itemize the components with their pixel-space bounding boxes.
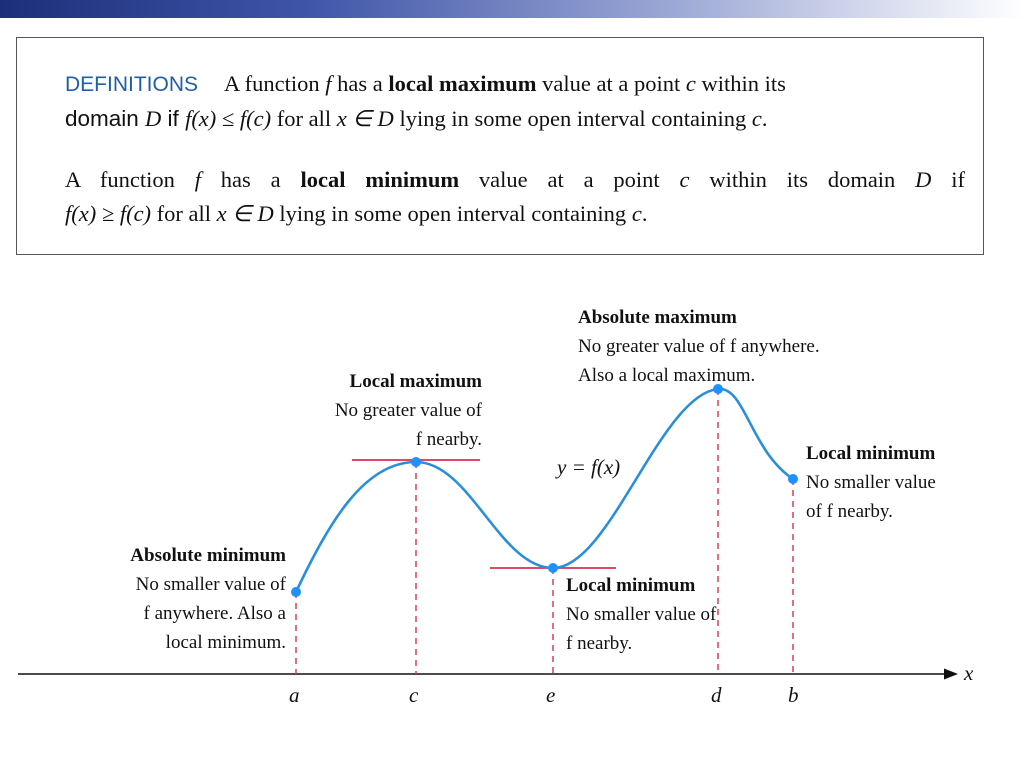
- math-D: D: [145, 106, 162, 131]
- text-segment: lying in some open interval containing: [273, 201, 632, 226]
- point-e: [548, 563, 558, 573]
- annotation-line: f nearby.: [415, 429, 482, 450]
- math-condition-min: f(x) ≥ f(c): [65, 201, 152, 226]
- annotation-line: f nearby.: [566, 633, 633, 654]
- math-x-in-D: x ∈ D: [216, 201, 274, 226]
- math-c: c: [679, 167, 690, 192]
- text-segment: if: [931, 167, 965, 192]
- term-local-maximum: local maximum: [388, 71, 537, 96]
- text-segment: domain: [65, 106, 146, 131]
- annotation-line: No smaller value: [806, 472, 936, 493]
- tick-label-c: c: [409, 683, 419, 707]
- text-segment: lying in some open interval containing: [393, 106, 752, 131]
- text-segment: if: [161, 106, 186, 131]
- annotation-line: Also a local maximum.: [578, 365, 756, 386]
- tick-label-a: a: [289, 683, 300, 707]
- text-segment: for all: [151, 201, 217, 226]
- tick-label-d: d: [711, 683, 722, 707]
- math-c: c: [751, 106, 762, 131]
- annotation-local-minimum-b: [806, 439, 1006, 526]
- annotation-line: No greater value of: [334, 400, 482, 421]
- math-f: f: [194, 167, 201, 192]
- text-segment: value at a point: [536, 71, 686, 96]
- text-segment: within its: [695, 71, 786, 96]
- annotation-local-minimum-e: [566, 571, 786, 658]
- definitions-heading: DEFINITIONS: [65, 73, 199, 96]
- curve-equation-label: y = f(x): [557, 455, 621, 479]
- math-c: c: [631, 201, 642, 226]
- text-segment: for all: [271, 106, 337, 131]
- annotation-title: Local minimum: [806, 443, 936, 464]
- math-c: c: [685, 71, 696, 96]
- text-segment: .: [761, 106, 768, 131]
- tick-label-b: b: [788, 683, 799, 707]
- text-segment: value at a point: [459, 167, 680, 192]
- text-segment: has a: [200, 167, 301, 192]
- annotation-line: No smaller value of: [566, 604, 717, 625]
- annotation-line: No smaller value of: [135, 574, 286, 595]
- annotation-line: local minimum.: [165, 632, 286, 653]
- annotation-local-maximum: [260, 367, 482, 454]
- text-segment: .: [641, 201, 648, 226]
- x-axis-arrow-icon: [944, 669, 958, 680]
- text-segment: has a: [331, 71, 389, 96]
- math-f: f: [325, 71, 332, 96]
- text-segment: within its domain: [689, 167, 916, 192]
- annotation-line: of f nearby.: [806, 501, 893, 522]
- x-axis-label: x: [964, 661, 974, 685]
- term-local-minimum: local minimum: [300, 167, 460, 192]
- annotation-title: Absolute minimum: [130, 545, 286, 566]
- annotation-line: No greater value of f anywhere.: [578, 336, 820, 357]
- math-x-in-D: x ∈ D: [336, 106, 394, 131]
- text-segment: A function: [224, 71, 326, 96]
- point-b: [788, 474, 798, 484]
- annotation-absolute-minimum: [60, 541, 286, 657]
- annotation-title: Local minimum: [566, 575, 696, 596]
- annotation-title: Absolute maximum: [578, 307, 737, 328]
- annotation-title: Local maximum: [349, 371, 482, 392]
- point-a: [291, 587, 301, 597]
- tick-label-e: e: [546, 683, 556, 707]
- annotation-line: f anywhere. Also a: [143, 603, 286, 624]
- math-D: D: [915, 167, 932, 192]
- annotation-absolute-maximum: [578, 303, 908, 390]
- point-c: [411, 457, 421, 467]
- math-condition-max: f(x) ≤ f(c): [185, 106, 272, 131]
- text-segment: A function: [65, 167, 195, 192]
